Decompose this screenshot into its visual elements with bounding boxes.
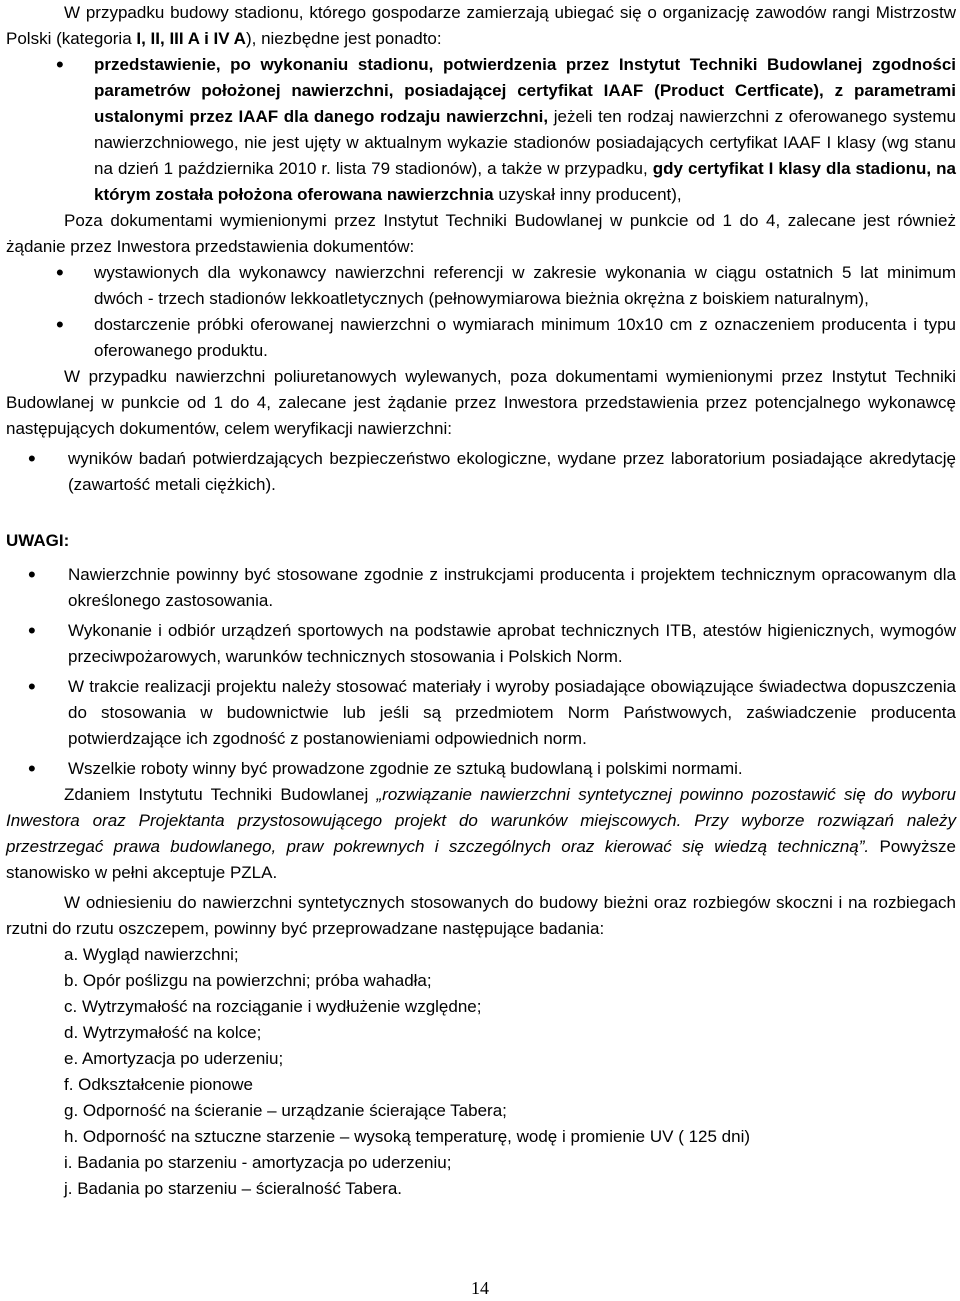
requirements-list bbox=[6, 52, 956, 208]
bullet1-bold2: gdy certyfikat I klasy dla stadionu, na którym została położona oferowana nawierzchnia bbox=[94, 159, 956, 204]
list-item: • wyników badań potwierdzających bezpieczeństwo ekologiczne, wydane przez laboratorium posiadające akredytację (zawartość metali ciężkich). bbox=[6, 446, 956, 498]
list-item: e. Amortyzacja po uderzeniu; bbox=[64, 1049, 284, 1068]
polyurethane-list bbox=[6, 446, 956, 498]
list-item: h. Odporność na sztuczne starzenie – wysoką temperaturę, wodę i promienie UV ( 125 dni) bbox=[64, 1127, 751, 1146]
list-item: f. Odkształcenie pionowe bbox=[64, 1075, 253, 1094]
list-item: • W trakcie realizacji projektu należy stosować materiały i wyroby posiadające obowiązujące świadectwa dopuszczenia do stosowania w budownictwie lub jeśli są przedmiotem Norm Państwowych, zaświadczenie producenta potwierdzające ich zgodność z postanowieniami odpowiednich norm. bbox=[6, 674, 956, 752]
uwagi-list bbox=[6, 562, 956, 782]
intro-text-a: W przypadku budowy stadionu, którego gospodarze zamierzają ubiegać się o organizację zawodów rangi Mistrzostw Polski (kategoria bbox=[6, 3, 956, 48]
polyurethane-paragraph: W przypadku nawierzchni poliuretanowych wylewanych, poza dokumentami wymienionymi przez Instytut Techniki Budowlanej w punkcie od 1 do 4, zalecane jest żądanie przez Inwestora przedstawienia przez potencjalnego wykonawcę następujących dokumentów, celem weryfikacji nawierzchni: bbox=[6, 367, 956, 438]
intro-text-b: ), niezbędne jest ponadto: bbox=[245, 29, 442, 48]
tests-list bbox=[6, 942, 956, 1202]
list-item: • dostarczenie próbki oferowanej nawierzchni o wymiarach minimum 10x10 cm z oznaczeniem producenta i typu oferowanego produktu. bbox=[6, 312, 956, 364]
list-item: i. Badania po starzeniu - amortyzacja po uderzeniu; bbox=[64, 1153, 452, 1172]
list-item: g. Odporność na ścieranie – urządzanie ścierające Tabera; bbox=[64, 1101, 507, 1120]
list-item: d. Wytrzymałość na kolce; bbox=[64, 1023, 262, 1042]
document-page bbox=[6, 0, 956, 1202]
itb-opinion-b: Powyższe stanowisko w pełni akceptuje PZLA. bbox=[6, 837, 956, 882]
list-item: • Nawierzchnie powinny być stosowane zgodnie z instrukcjami producenta i projektem technicznym opracowanym dla określonego zastosowania. bbox=[6, 562, 956, 614]
itb-opinion-a: Zdaniem Instytutu Techniki Budowlanej bbox=[64, 785, 377, 804]
list-item: c. Wytrzymałość na rozciąganie i wydłużenie względne; bbox=[64, 997, 482, 1016]
bullet1-normal: jeżeli ten rodzaj nawierzchni z oferowanego systemu nawierzchniowego, nie jest ujęty w aktualnym wykazie stadionów posiadających certyfikat IAAF I klasy (wg stanu na dzień 1 października 2010 r. lista 79 stadionów), a także w przypadku, bbox=[94, 107, 956, 178]
itb-opinion-quote: „rozwiązanie nawierzchni syntetycznej powinno pozostawić się do wyboru Inwestora oraz Projektanta przystosowującego projekt do warunków miejscowych. Przy wyborze rozwiązań należy przestrzegać prawa budowlanego, praw pokrewnych i szczególnych oraz kierować się wiedzą techniczną”. bbox=[6, 785, 956, 856]
list-item bbox=[6, 52, 956, 208]
list-item: a. Wygląd nawierzchni; bbox=[64, 945, 239, 964]
documents-list bbox=[6, 260, 956, 364]
list-item: • Wszelkie roboty winny być prowadzone zgodnie ze sztuką budowlaną i polskimi normami. bbox=[6, 756, 956, 782]
page-number: 14 bbox=[471, 1278, 489, 1298]
intro-paragraph bbox=[6, 0, 956, 52]
intro-categories: I, II, III A i IV A bbox=[136, 29, 246, 48]
tests-intro-paragraph: W odniesieniu do nawierzchni syntetycznych stosowanych do budowy bieżni oraz rozbiegów skoczni i na rozbiegach rzutni do rzutu oszczepem, powinny być przeprowadzane następujące badania: bbox=[6, 893, 956, 938]
bullet1-end: uzyskał inny producent), bbox=[493, 185, 682, 204]
uwagi-heading: UWAGI: bbox=[6, 531, 70, 550]
list-item: • Wykonanie i odbiór urządzeń sportowych na podstawie aprobat technicznych ITB, atestów higienicznych, wymogów przeciwpożarowych, warunków technicznych stosowania i Polskich Norm. bbox=[6, 618, 956, 670]
itb-opinion-paragraph bbox=[6, 782, 956, 886]
list-item: b. Opór poślizgu na powierzchni; próba wahadła; bbox=[64, 971, 432, 990]
documents-paragraph: Poza dokumentami wymienionymi przez Instytut Techniki Budowlanej w punkcie od 1 do 4, zalecane jest również żądanie przez Inwestora przedstawienia dokumentów: bbox=[6, 211, 956, 256]
list-item: • wystawionych dla wykonawcy nawierzchni referencji w zakresie wykonania w ciągu ostatnich 5 lat minimum dwóch - trzech stadionów lekkoatletycznych (pełnowymiarowa bieżnia okrężna z boiskiem naturalnym), bbox=[6, 260, 956, 312]
list-item: j. Badania po starzeniu – ścieralność Tabera. bbox=[64, 1179, 402, 1198]
bullet1-bold: przedstawienie, po wykonaniu stadionu, potwierdzenia przez Instytut Techniki Budowlanej zgodności parametrów położonej nawierzchni, posiadającej certyfikat IAAF (Product Certficate), z parametrami ustalonymi przez IAAF dla danego rodzaju nawierzchni, bbox=[94, 55, 956, 126]
